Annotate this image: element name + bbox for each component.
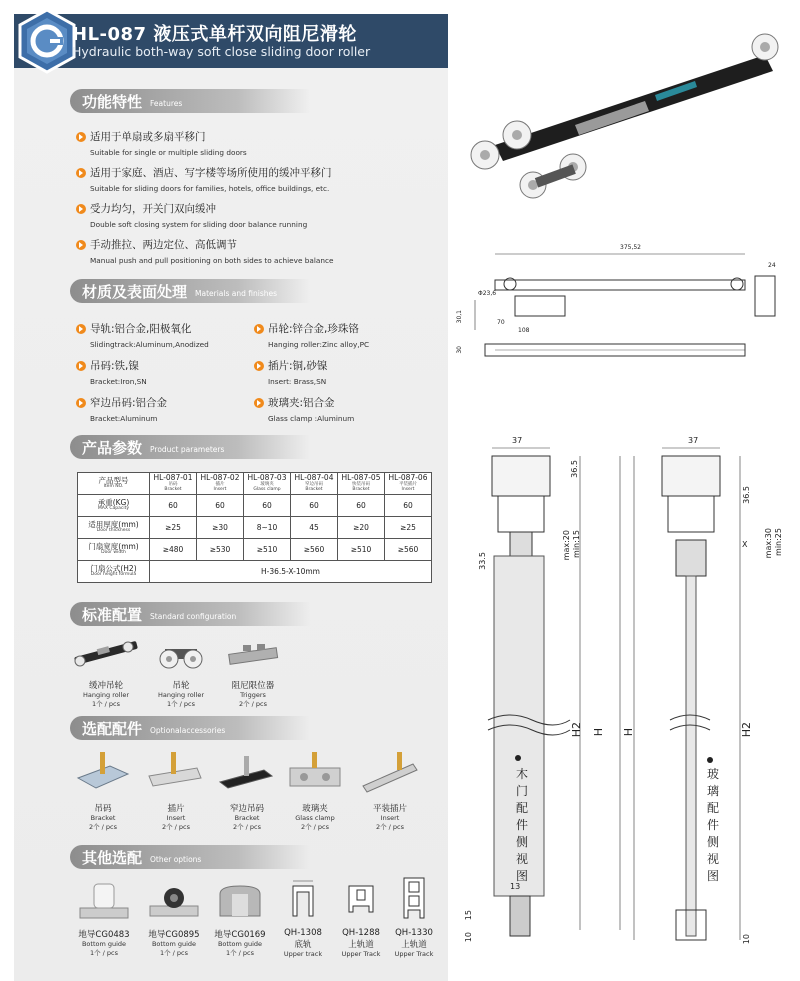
feature-item: 适用于家庭、酒店、写字楼等场所使用的缓冲平移门 Suitable for sliding doors for families, hotels, office buildings, etc. <box>76 162 332 193</box>
accessory-flat-insert: 平装插片 Insert 2个 / pcs <box>354 748 426 831</box>
dim-max: max:30 <box>764 528 773 559</box>
bottom-guide-cg0895: 地导CG0895 Bottom guide 1个 / pcs <box>142 878 206 957</box>
dim-width: 37 <box>512 436 523 445</box>
glass-caption: 玻 璃 配 件 侧 视 图 <box>706 767 719 883</box>
table-row: 承重(KG) MAX Capacity 60 60 60 60 60 60 <box>78 495 432 517</box>
top-view-technical-drawing <box>455 240 800 370</box>
arrow-bullet-icon <box>76 361 86 371</box>
bracket-image-icon <box>70 748 136 798</box>
dim-diameter: Φ23,6 <box>478 290 497 297</box>
dim-33-5: 33.5 <box>478 552 487 570</box>
arrow-bullet-icon <box>254 361 264 371</box>
brand-logo-icon <box>14 8 80 74</box>
dim-10: 10 <box>464 932 473 943</box>
roller-image-icon <box>151 635 211 675</box>
dim-length: 375,52 <box>620 244 641 251</box>
glass-clamp-image-icon <box>282 748 348 798</box>
wood-door-side-drawing <box>470 430 630 950</box>
bottom-guide-cg0483: 地导CG0483 Bottom guide 1个 / pcs <box>74 878 134 957</box>
feature-item: 适用于单扇或多扇平移门 Suitable for single or multiple sliding doors <box>76 126 247 157</box>
track-profile-icon <box>341 876 381 924</box>
component-hanging-roller-soft: 缓冲吊轮 Hanging roller 1个 / pcs <box>70 635 142 708</box>
product-title-cn: HL-087 液压式单杆双向阻尼滑轮 <box>72 24 357 45</box>
bottom-guide-image-icon <box>146 878 202 924</box>
soft-roller-image-icon <box>70 635 142 675</box>
arrow-bullet-icon <box>76 240 86 250</box>
dim-max: max:20 <box>562 530 571 561</box>
arrow-bullet-icon <box>254 324 264 334</box>
dim-10: 10 <box>742 934 751 945</box>
material-item: 吊码:铁,镍 Bracket:Iron,SN <box>76 355 147 386</box>
dim-left1: 30,1 <box>456 310 463 324</box>
bottom-guide-image-icon <box>76 878 132 924</box>
section-standard-heading: 标准配置 Standard configuration <box>70 602 310 626</box>
arrow-bullet-icon <box>254 398 264 408</box>
component-triggers: 阻尼限位器 Triggers 2个 / pcs <box>220 635 286 708</box>
dim-min: min:15 <box>572 530 581 558</box>
accessory-narrow-bracket: 窄边吊码 Bracket 2个 / pcs <box>212 748 282 831</box>
dim-H2: H2 <box>740 722 753 738</box>
arrow-bullet-icon <box>76 168 86 178</box>
dim-min: min:25 <box>774 528 783 556</box>
section-other-heading: 其他选配 Other options <box>70 845 310 869</box>
product-title-en: Hydraulic both-way soft close sliding door roller <box>72 44 371 59</box>
bottom-guide-image-icon <box>212 878 268 924</box>
track-qh1308: QH-1308 底轨 Upper track <box>276 876 330 958</box>
dim-H: H <box>622 728 635 737</box>
product-photo-image <box>455 25 795 215</box>
dim-X: X <box>742 540 748 549</box>
dim-H: H <box>592 728 605 737</box>
wood-caption: 木 门 配 件 侧 视 图 <box>515 767 528 883</box>
dim-height-right: 24 <box>768 262 776 269</box>
feature-item: 手动推拉、两边定位、高低调节 Manual push and pull positioning on both sides to achieve balance <box>76 234 334 265</box>
arrow-bullet-icon <box>76 204 86 214</box>
arrow-bullet-icon <box>76 324 86 334</box>
dim-36-5: 36.5 <box>742 486 751 504</box>
material-item: 玻璃夹:铝合金 Glass clamp :Aluminum <box>254 392 354 423</box>
track-qh1288: QH-1288 上轨道 Upper Track <box>334 876 388 958</box>
dim-13: 13 <box>510 882 521 891</box>
track-profile-icon <box>394 872 434 924</box>
table-row: 适用厚度(mm) Door thickness ≥25 ≥30 8~10 45 ≥20 ≥25 <box>78 517 432 539</box>
feature-item: 受力均匀，开关门双向缓冲 Double soft closing system for sliding door balance running <box>76 198 307 229</box>
accessory-bracket: 吊码 Bracket 2个 / pcs <box>68 748 138 831</box>
section-optional-heading: 选配配件 Optionalaccessories <box>70 716 310 740</box>
arrow-bullet-icon <box>76 132 86 142</box>
dim-108: 108 <box>518 327 530 334</box>
dim-width: 37 <box>688 436 699 445</box>
table-row: 门扇公式(H2) Door height formula H-36.5-X-10mm <box>78 561 432 583</box>
arrow-bullet-icon <box>76 398 86 408</box>
section-materials-heading: 材质及表面处理 Materials and finishes <box>70 279 310 303</box>
section-parameters-heading: 产品参数 Product parameters <box>70 435 310 459</box>
trigger-image-icon <box>223 635 283 675</box>
accessory-glass-clamp: 玻璃夹 Glass clamp 2个 / pcs <box>282 748 348 831</box>
dim-15: 15 <box>464 910 473 921</box>
material-item: 插片:铜,砂镍 Insert: Brass,SN <box>254 355 327 386</box>
insert-image-icon <box>143 748 209 798</box>
section-features-heading: 功能特性 Features <box>70 89 310 113</box>
track-profile-icon <box>283 876 323 924</box>
dim-70: 70 <box>497 319 505 326</box>
bottom-guide-cg0169: 地导CG0169 Bottom guide 1个 / pcs <box>208 878 272 957</box>
table-header-row: 产品型号 Item NO. HL-087-01 吊码 Bracket HL-087-02 插片 Insert HL-087-03 玻璃夹 Glass clamp HL-087-04 窄边吊码 Bracket HL-087-05 快装吊码 Bracket HL-087-06 平装插片 Insert <box>78 473 432 495</box>
flat-insert-image-icon <box>357 748 423 798</box>
material-item: 窄边吊码:铝合金 Bracket:Aluminum <box>76 392 167 423</box>
material-item: 吊轮:锌合金,珍珠铬 Hanging roller:Zinc alloy,PC <box>254 318 369 349</box>
dim-36-5: 36.5 <box>570 460 579 478</box>
component-hanging-roller: 吊轮 Hanging roller 1个 / pcs <box>146 635 216 708</box>
narrow-bracket-image-icon <box>214 748 280 798</box>
parameters-table <box>77 472 432 583</box>
accessory-insert: 插片 Insert 2个 / pcs <box>142 748 210 831</box>
track-qh1330: QH-1330 上轨道 Upper Track <box>388 872 440 958</box>
table-row: 门扇宽度(mm) Door width ≥480 ≥530 ≥510 ≥560 ≥510 ≥560 <box>78 539 432 561</box>
dim-left2: 30 <box>456 346 463 354</box>
dim-H2: H2 <box>570 722 583 738</box>
material-item: 导轨:铝合金,阳极氧化 Slidingtrack:Aluminum,Anodized <box>76 318 209 349</box>
